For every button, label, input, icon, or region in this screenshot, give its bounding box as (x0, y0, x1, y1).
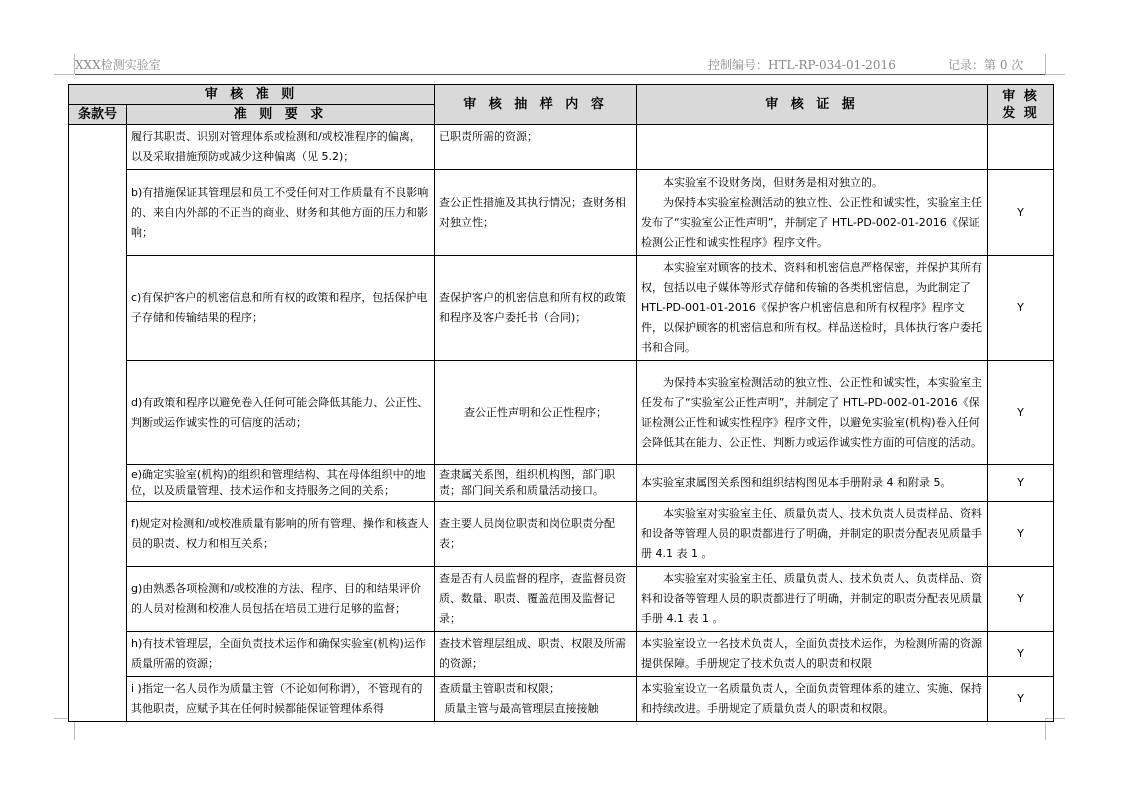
clause-cell (69, 125, 127, 722)
table-row (69, 632, 1054, 677)
evidence-cell: 本实验室设立一名质量负责人，全面负责管理体系的建立、实施、保持和持续改进。手册规定了质量负责人的职责和权限。 (637, 677, 988, 722)
sampling-cell: 查保护客户的机密信息和所有权的政策和程序及客户委托书（合同)； (435, 256, 637, 361)
finding-cell: Y (988, 256, 1054, 361)
header-control-no: 控制编号：HTL-RP-034-01-2016 (708, 58, 896, 72)
evidence-cell (637, 361, 988, 465)
requirement-cell: e)确定实验室(机构)的组织和管理结构、其在母体组织中的地位，以及质量管理、技术运作和支持服务之间的关系； (127, 465, 435, 502)
requirement-cell: d)有政策和程序以避免卷入任何可能会降低其能力、公正性、判断或运作诚实性的可信度的活动； (127, 361, 435, 465)
table-row (69, 170, 1054, 256)
header-sampling: 审 核 抽 样 内 容 (435, 85, 637, 125)
evidence-cell (637, 170, 988, 256)
requirement-cell: b)有措施保证其管理层和员工不受任何对工作质量有不良影响的、来自内外部的不正当的商业、财务和其他方面的压力和影响； (127, 170, 435, 256)
sampling-cell: 已职责所需的资源； (435, 125, 637, 170)
header-requirement: 准 则 要 求 (127, 105, 435, 125)
finding-cell (988, 125, 1054, 170)
sampling-line: 查质量主管职责和权限； (439, 682, 561, 695)
evidence-cell: 本实验室设立一名技术负责人，全面负责技术运作，为检测所需的资源提供保障。手册规定了技术负责人的职责和权限 (637, 632, 988, 677)
evidence-cell: 本实验室隶属图关系图和组织结构图见本手册附录 4 和附录 5。 (637, 465, 988, 502)
audit-table (68, 84, 1054, 722)
requirement-cell: h)有技术管理层，全面负责技术运作和确保实验室(机构)运作质量所需的资源； (127, 632, 435, 677)
finding-cell: Y (988, 502, 1054, 567)
table-row (69, 677, 1054, 722)
evidence-paragraph: 为保持本实验室检测活动的独立性、公正性和诚实性，实验室主任发布了“实验室公正性声明”，并制定了 HTL-PD-002-01-2016《保证检测公正性和诚实性程序》程序文件。 (641, 195, 983, 249)
table-row (69, 361, 1054, 465)
requirement-cell: 履行其职责、识别对管理体系或检测和/或校准程序的偏离，以及采取措施预防或减少这种偏离（见 5.2)； (127, 125, 435, 170)
sampling-cell: 查公正性措施及其执行情况；查财务相对独立性； (435, 170, 637, 256)
evidence-paragraph: 本实验室对顾客的技术、资料和机密信息严格保密，并保护其所有权，包括以电子媒体等形式存储和传输的各类机密信息，为此制定了 HTL-PD-001-01-2016《保护客户机密信息和所有权程序》程序文件，以保护顾客的机密信息和所有权。样品送检时，具体执行客户委托书和合同。 (641, 261, 983, 354)
finding-cell: Y (988, 170, 1054, 256)
sampling-cell: 查公正性声明和公正性程序； (435, 361, 637, 465)
sampling-cell: 查隶属关系图，组织机构图，部门职责；部门间关系和质量活动接口。 (435, 465, 637, 502)
requirement-cell: g)由熟悉各项检测和/或校准的方法、程序、目的和结果评价的人员对检测和校准人员包括在培员工进行足够的监督； (127, 567, 435, 632)
evidence-cell (637, 567, 988, 632)
crop-mark (1045, 54, 1046, 74)
evidence-cell (637, 256, 988, 361)
requirement-cell: c)有保护客户的机密信息和所有权的政策和程序，包括保护电子存储和传输结果的程序； (127, 256, 435, 361)
header-evidence: 审 核 证 据 (637, 85, 988, 125)
header-criteria: 审 核 准 则 (69, 85, 435, 105)
header-org: XXX检测实验室 (75, 58, 161, 72)
table-row (69, 125, 1054, 170)
requirement-cell: f)规定对检测和/或校准质量有影响的所有管理、操作和核查人员的职责、权力和相互关系； (127, 502, 435, 567)
header-finding: 审 核 发 现 (988, 85, 1054, 125)
sampling-cell: 查技术管理层组成、职责、权限及所需的资源； (435, 632, 637, 677)
requirement-cell: i )指定一名人员作为质量主管（不论如何称谓），不管现有的其他职责，应赋予其在任何时候都能保证管理体系得 (127, 677, 435, 722)
evidence-paragraph: 为保持本实验室检测活动的独立性、公正性和诚实性，本实验室主任发布了“实验室公正性声明”，并制定了 HTL-PD-002-01-2016《保证检测公正性和诚实性程序》程序文件，以避免实验室(机构)卷入任何会降低其在能力、公正性、判断力或运作诚实性方面的可信度的活动。 (641, 375, 983, 449)
header-rule (75, 74, 1045, 75)
sampling-line: 质量主管与最高管理层直接接触 (444, 702, 599, 715)
evidence-paragraph: 本实验室对实验室主任、质量负责人、技术负责人员责样品、资料和设备等管理人员的职责都进行了明确，并制定的职责分配表见质量手册 4.1 表 1 。 (641, 507, 983, 560)
table-row (69, 256, 1054, 361)
header-clause: 条款号 (69, 105, 127, 125)
finding-cell: Y (988, 567, 1054, 632)
sampling-cell: 查主要人员岗位职责和岗位职责分配表； (435, 502, 637, 567)
evidence-cell (637, 125, 988, 170)
crop-mark (54, 74, 74, 75)
evidence-cell (637, 502, 988, 567)
finding-cell: Y (988, 465, 1054, 502)
table-row (69, 567, 1054, 632)
finding-cell: Y (988, 677, 1054, 722)
crop-mark (1045, 74, 1065, 75)
finding-cell: Y (988, 361, 1054, 465)
sampling-cell: 查是否有人员监督的程序，查监督员资质、数量、职责、覆盖范围及监督记录； (435, 567, 637, 632)
evidence-paragraph: 本实验室对实验室主任、质量负责人、技术负责人、负责样品、资料和设备等管理人员的职责都进行了明确，并制定的职责分配表见质量手册 4.1 表 1 。 (641, 572, 983, 625)
header-record: 记录：第 0 次 (948, 58, 1024, 72)
table-row (69, 502, 1054, 567)
table-row (69, 465, 1054, 502)
sampling-cell (435, 677, 637, 722)
evidence-paragraph: 本实验室不设财务岗，但财务是相对独立的。 (663, 175, 884, 189)
finding-cell: Y (988, 632, 1054, 677)
